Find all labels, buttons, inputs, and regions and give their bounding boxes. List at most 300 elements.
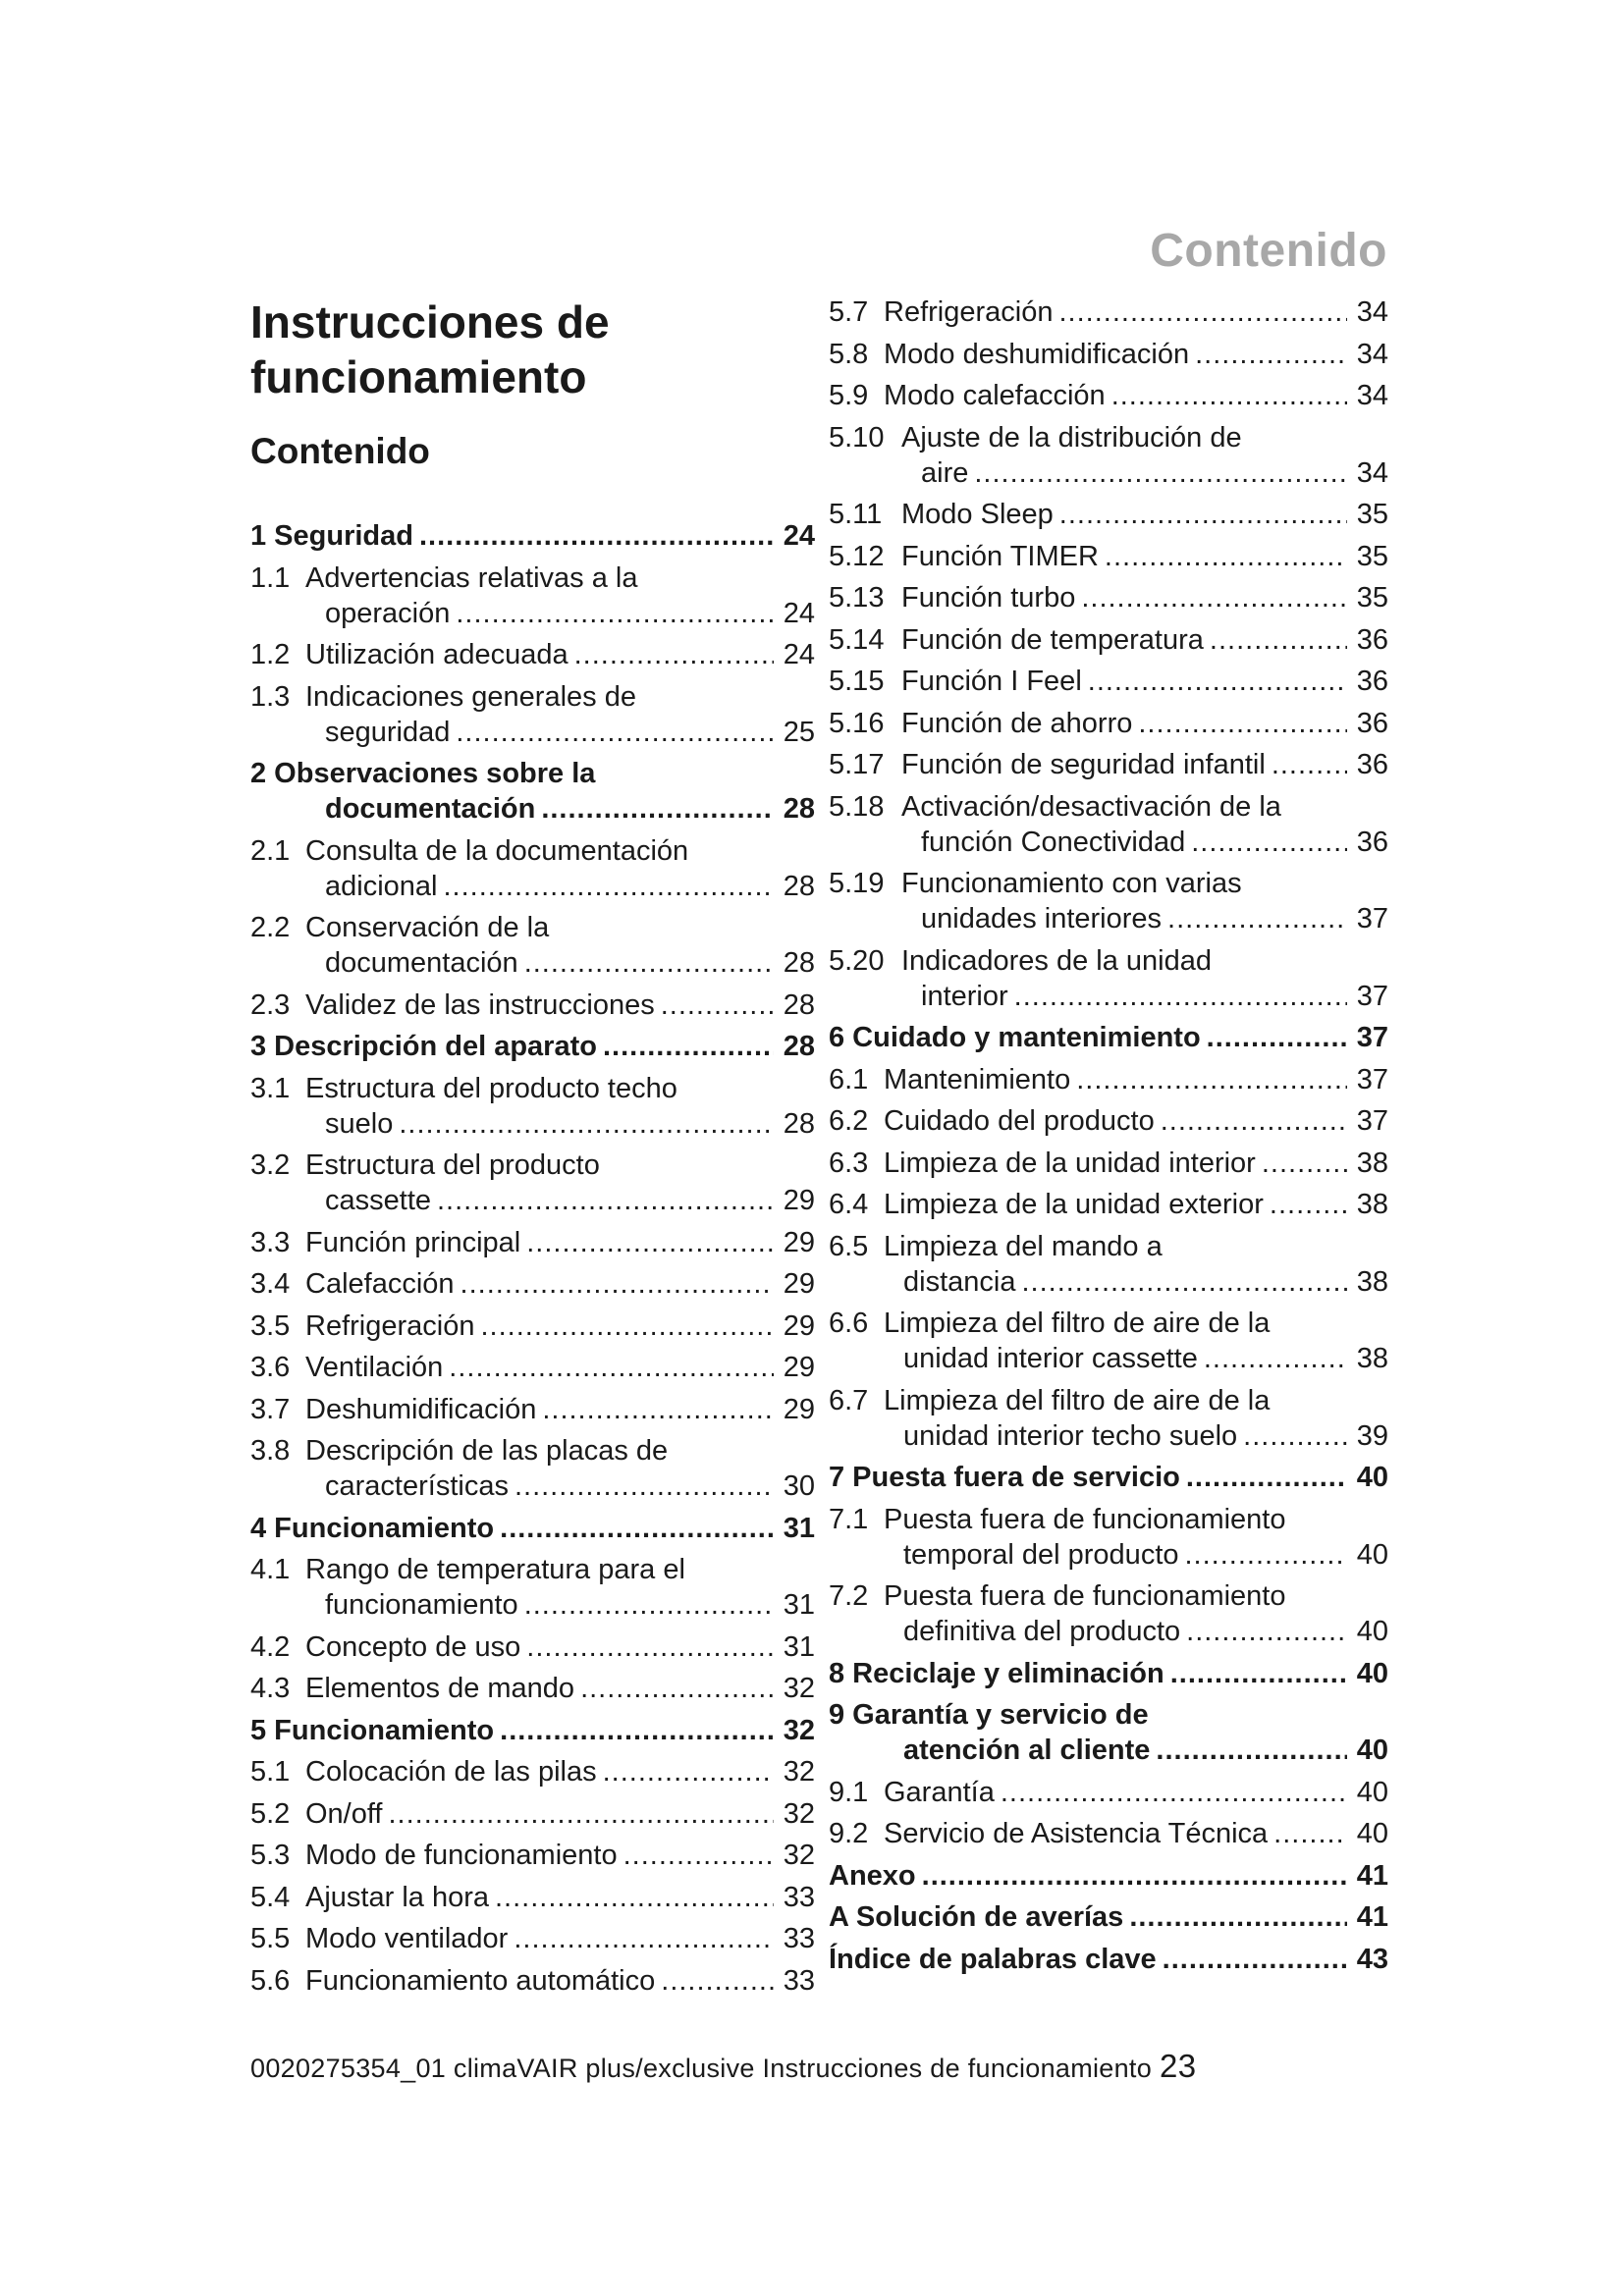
toc-entry-title-line: Activación/desactivación de la	[901, 790, 1281, 823]
toc-entry-title-line: Puesta fuera de funcionamiento	[884, 1503, 1286, 1535]
dot-leader	[1243, 1418, 1347, 1454]
toc-entry-title-line: Funcionamiento con varias	[901, 868, 1242, 899]
toc-entry-page: 39	[1356, 1419, 1388, 1452]
toc-entry[interactable]	[829, 1103, 1388, 1139]
toc-entry-title-line: Limpieza del mando a	[884, 1230, 1163, 1262]
dot-leader	[500, 1511, 774, 1546]
dot-leader	[580, 1671, 774, 1706]
toc-entry-leader-line	[305, 1392, 815, 1427]
toc-entry-number: 3.7	[250, 1393, 291, 1425]
toc-entry-leader-line	[829, 1899, 1388, 1935]
toc-entry-page: 31	[783, 1512, 815, 1544]
toc-entry-leader-line	[305, 1754, 815, 1789]
toc-entry-body	[305, 1552, 815, 1623]
toc-entry[interactable]	[829, 943, 1388, 1014]
toc-entry-leader-line	[305, 596, 815, 631]
toc-entry-leader-line	[305, 869, 815, 904]
toc-entry-leader-line	[305, 715, 815, 750]
dot-leader	[437, 1183, 774, 1218]
toc-entry[interactable]	[250, 1552, 815, 1623]
dot-leader	[1163, 1942, 1347, 1977]
dot-leader	[1105, 539, 1347, 574]
toc-entry-leader-line	[305, 1266, 815, 1302]
toc-entry-body	[884, 1229, 1388, 1300]
toc-entry[interactable]	[829, 706, 1388, 741]
toc-entry-number: 5.2	[250, 1797, 291, 1830]
toc-entry[interactable]	[250, 1148, 815, 1218]
toc-entry-number: 5.12	[829, 540, 885, 572]
toc-entry-title: Cuidado del producto	[884, 1105, 1155, 1137]
toc-entry-body	[305, 1671, 815, 1706]
dot-leader	[922, 1858, 1347, 1894]
toc-entry-body	[884, 294, 1388, 330]
toc-entry-page: 28	[783, 947, 815, 979]
toc-entry-leader-line	[305, 945, 815, 981]
toc-entry-title: 4 Funcionamiento	[250, 1512, 495, 1544]
toc-entry-number: 5.9	[829, 380, 869, 411]
toc-entry-body	[305, 637, 815, 672]
dot-leader	[1204, 1341, 1347, 1376]
dot-leader	[1088, 664, 1347, 699]
toc-entry[interactable]	[829, 1187, 1388, 1222]
dot-leader	[500, 1713, 774, 1748]
toc-entry-title: Concepto de uso	[305, 1630, 521, 1663]
toc-entry-leader-line	[884, 294, 1388, 330]
toc-entry-title: 7 Puesta fuera de servicio	[829, 1462, 1180, 1493]
toc-entry[interactable]	[829, 1229, 1388, 1300]
toc-entry-page: 31	[783, 1630, 815, 1663]
dot-leader	[419, 518, 774, 554]
toc-entry-page: 43	[1356, 1943, 1388, 1975]
toc-entry-leader-line	[829, 1460, 1388, 1495]
toc-entry-number: 6.6	[829, 1308, 869, 1339]
toc-entry-title: 8 Reciclaje y eliminación	[829, 1657, 1164, 1689]
toc-entry[interactable]	[829, 622, 1388, 658]
toc-entry-body	[901, 664, 1388, 699]
dot-leader	[1076, 1062, 1347, 1097]
toc-entry-number: 2.3	[250, 988, 291, 1021]
toc-entry[interactable]	[829, 1146, 1388, 1181]
toc-entry-page: 38	[1356, 1147, 1388, 1179]
toc-entry-title: Ventilación	[305, 1352, 444, 1383]
toc-entry-body	[884, 1187, 1388, 1222]
toc-entry[interactable]	[250, 988, 815, 1023]
toc-entry[interactable]	[250, 1029, 815, 1064]
toc-entry-body	[884, 1578, 1388, 1649]
toc-entry-body	[305, 988, 815, 1023]
toc-entry-body	[305, 1754, 815, 1789]
dot-leader	[1129, 1899, 1346, 1935]
toc-entry[interactable]	[829, 1858, 1388, 1894]
toc-entry-number: 9.1	[829, 1776, 869, 1808]
toc-entry-title: On/off	[305, 1797, 383, 1830]
toc-entry-title-line: Puesta fuera de funcionamiento	[884, 1580, 1286, 1612]
toc-entry-title: Validez de las instrucciones	[305, 988, 655, 1021]
toc-entry-number: 3.6	[250, 1352, 291, 1383]
toc-entry[interactable]	[829, 580, 1388, 615]
dot-leader	[1161, 1103, 1347, 1139]
toc-entry-number: 7.1	[829, 1503, 869, 1535]
toc-entry-page: 29	[783, 1268, 815, 1300]
toc-entry[interactable]	[250, 1880, 815, 1915]
toc-entry-page: 30	[783, 1470, 815, 1502]
toc-entry[interactable]	[250, 1433, 815, 1504]
toc-entry-page: 25	[783, 716, 815, 748]
toc-entry-body	[250, 1029, 815, 1064]
toc-entry-page: 37	[1356, 1063, 1388, 1095]
toc-entry-body	[884, 1103, 1388, 1139]
dot-leader	[603, 1029, 774, 1064]
toc-entry-title: unidad interior cassette	[903, 1343, 1198, 1374]
toc-entry-body	[305, 1308, 815, 1344]
toc-entry-page: 36	[1356, 666, 1388, 697]
toc-entry[interactable]	[829, 1460, 1388, 1495]
toc-entry-number: 5.17	[829, 749, 885, 780]
toc-entry-page: 24	[783, 597, 815, 629]
title-line-1: Instrucciones de	[250, 296, 610, 347]
toc-entry-page: 29	[783, 1309, 815, 1342]
toc-entry-page: 35	[1356, 582, 1388, 614]
toc-entry-title: aire	[921, 456, 969, 489]
dot-leader	[443, 869, 773, 904]
footer-page-number: 23	[1160, 2048, 1197, 2084]
dot-leader	[526, 1225, 774, 1260]
toc-entry-number: 5.16	[829, 707, 885, 739]
toc-entry-page: 40	[1356, 1462, 1388, 1493]
toc-entry-number: 6.4	[829, 1189, 869, 1220]
toc-entry[interactable]	[250, 1796, 815, 1832]
toc-entry-title: Limpieza de la unidad interior	[884, 1147, 1256, 1179]
toc-entry-page: 34	[1356, 456, 1388, 489]
dot-leader	[1059, 497, 1347, 532]
dot-leader	[542, 1392, 773, 1427]
dot-leader	[456, 715, 773, 750]
toc-entry-title: Modo Sleep	[901, 499, 1054, 530]
toc-entry-title: suelo	[325, 1107, 394, 1140]
toc-entry-page: 29	[783, 1393, 815, 1425]
toc-entry-page: 40	[1356, 1776, 1388, 1808]
dot-leader	[399, 1106, 773, 1142]
toc-entry-page: 40	[1356, 1657, 1388, 1689]
toc-entry-leader-line	[250, 1713, 815, 1748]
toc-entry-number: 4.2	[250, 1630, 291, 1663]
toc-entry-page: 34	[1356, 296, 1388, 328]
toc-entry[interactable]	[829, 866, 1388, 936]
toc-entry-leader-line	[884, 1775, 1388, 1810]
toc-entry-leader-line	[305, 1308, 815, 1344]
dot-leader	[480, 1308, 773, 1344]
toc-entry-title: unidad interior techo suelo	[903, 1419, 1238, 1452]
toc-entry-title: Función turbo	[901, 582, 1076, 614]
toc-entry-title: 5 Funcionamiento	[250, 1714, 495, 1746]
toc-entry[interactable]	[250, 1629, 815, 1665]
toc-entry[interactable]	[250, 1511, 815, 1546]
toc-entry-title: Índice de palabras clave	[829, 1943, 1157, 1975]
toc-entry-body	[305, 1350, 815, 1385]
toc-entry-title: Refrigeración	[305, 1309, 475, 1342]
toc-entry[interactable]	[250, 1754, 815, 1789]
toc-entry-title-line: Estructura del producto techo	[305, 1072, 677, 1104]
toc-entry-body	[305, 1880, 815, 1915]
toc-entry-number: 3.3	[250, 1226, 291, 1258]
toc-entry-number: 5.14	[829, 623, 885, 656]
toc-entry[interactable]	[829, 294, 1388, 330]
dot-leader	[1195, 337, 1347, 372]
toc-entry-leader-line	[901, 747, 1388, 782]
toc-entry-title: adicional	[325, 870, 438, 902]
dot-leader	[661, 988, 774, 1023]
toc-entry-leader-line	[884, 1062, 1388, 1097]
toc-entry[interactable]	[829, 1816, 1388, 1851]
toc-entry[interactable]	[250, 1392, 815, 1427]
toc-entry[interactable]	[829, 789, 1388, 860]
toc-entry[interactable]	[250, 1350, 815, 1385]
toc-entry[interactable]	[829, 1656, 1388, 1691]
toc-entry[interactable]	[829, 539, 1388, 574]
toc-entry-number: 5.7	[829, 296, 869, 328]
toc-entry-leader-line	[884, 1614, 1388, 1649]
toc-entry[interactable]	[250, 679, 815, 750]
toc-entry-body	[884, 1502, 1388, 1573]
toc-entry-page: 40	[1356, 1538, 1388, 1571]
toc-entry-title: 6 Cuidado y mantenimiento	[829, 1022, 1201, 1053]
toc-entry[interactable]	[250, 910, 815, 981]
toc-entry-page: 34	[1356, 380, 1388, 411]
dot-leader	[1191, 825, 1347, 860]
toc-entry-leader-line	[305, 1921, 815, 1956]
toc-entry-body	[305, 833, 815, 904]
toc-entry-title: Utilización adecuada	[305, 639, 568, 670]
dot-leader	[1272, 747, 1347, 782]
toc-entry[interactable]	[829, 1383, 1388, 1454]
toc-entry-leader-line	[305, 1225, 815, 1260]
toc-entry-title: Anexo	[829, 1859, 916, 1892]
toc-entry[interactable]	[250, 1963, 815, 1999]
toc-entry[interactable]	[250, 518, 815, 554]
page-header: Contenido	[1150, 225, 1387, 277]
toc-entry-body	[250, 756, 815, 827]
toc-entry-body	[901, 539, 1388, 574]
toc-entry-body	[901, 497, 1388, 532]
toc-entry-leader-line	[884, 337, 1388, 372]
toc-entry-number: 6.3	[829, 1147, 869, 1179]
toc-entry[interactable]	[250, 561, 815, 631]
toc-entry-body	[901, 420, 1388, 491]
toc-entry-page: 32	[783, 1756, 815, 1788]
toc-entry-leader-line	[305, 1629, 815, 1665]
toc-entry-body	[901, 580, 1388, 615]
toc-entry-number: 3.5	[250, 1309, 291, 1342]
toc-entry-number: 5.20	[829, 944, 885, 977]
toc-entry-page: 33	[783, 1881, 815, 1913]
toc-entry-body	[305, 1433, 815, 1504]
toc-entry-title-line: Consulta de la documentación	[305, 834, 689, 867]
toc-entry[interactable]	[250, 637, 815, 672]
dot-leader	[623, 1838, 774, 1873]
toc-entry-title-line: Advertencias relativas a la	[305, 561, 638, 594]
toc-entry-page: 36	[1356, 826, 1388, 858]
toc-entry[interactable]	[829, 497, 1388, 532]
toc-entry-title-line: 2 Observaciones sobre la	[250, 758, 596, 789]
toc-entry-leader-line	[884, 1537, 1388, 1573]
toc-entry[interactable]	[829, 1020, 1388, 1055]
toc-entry-body	[305, 679, 815, 750]
toc-entry[interactable]	[829, 747, 1388, 782]
toc-entry-page: 36	[1356, 623, 1388, 656]
toc-entry-number: 5.4	[250, 1881, 291, 1913]
toc-entry-title-line: Indicadores de la unidad	[901, 944, 1213, 977]
toc-entry-leader-line	[305, 1468, 815, 1504]
toc-entry[interactable]	[829, 1697, 1388, 1768]
dot-leader	[1058, 294, 1346, 330]
dot-leader	[1021, 1264, 1346, 1300]
toc-entry-title: A Solución de averías	[829, 1901, 1124, 1933]
toc-entry-body	[884, 1062, 1388, 1097]
toc-entry-leader-line	[305, 1838, 815, 1873]
toc-entry-leader-line	[250, 1511, 815, 1546]
dot-leader	[514, 1921, 773, 1956]
toc-entry-body	[305, 561, 815, 631]
toc-entry-number: 5.3	[250, 1840, 291, 1871]
toc-entry-title-line: Rango de temperatura para el	[305, 1554, 685, 1585]
toc-entry-title-line: Limpieza del filtro de aire de la	[884, 1308, 1271, 1339]
toc-entry-body	[884, 1775, 1388, 1810]
toc-entry[interactable]	[829, 1502, 1388, 1573]
toc-entry-page: 32	[783, 1714, 815, 1746]
dot-leader	[1111, 378, 1347, 413]
dot-leader	[661, 1963, 773, 1999]
toc-entry-body	[829, 1858, 1388, 1894]
dot-leader	[456, 596, 773, 631]
toc-entry-title: Modo deshumidificación	[884, 338, 1190, 370]
toc-entry-body	[884, 1146, 1388, 1181]
toc-entry-title: Funcionamiento automático	[305, 1964, 656, 1997]
toc-entry-title-line: 9 Garantía y servicio de	[829, 1699, 1149, 1731]
toc-entry-leader-line	[901, 825, 1388, 860]
toc-entry[interactable]	[250, 1838, 815, 1873]
toc-entry[interactable]	[250, 1071, 815, 1142]
toc-heading: Contenido	[250, 431, 430, 471]
footer-text: 0020275354_01 climaVAIR plus/exclusive Instrucciones de funcionamiento	[250, 2054, 1153, 2083]
toc-entry-body	[901, 866, 1388, 936]
toc-entry-number: 3.8	[250, 1435, 291, 1467]
toc-entry-title: Función TIMER	[901, 540, 1099, 572]
toc-entry-number: 5.6	[250, 1964, 291, 1997]
toc-entry[interactable]	[829, 1062, 1388, 1097]
toc-entry-leader-line	[829, 1656, 1388, 1691]
toc-entry[interactable]	[829, 378, 1388, 413]
toc-entry-page: 35	[1356, 540, 1388, 572]
toc-entry-page: 37	[1356, 1022, 1388, 1053]
toc-entry-leader-line	[884, 1187, 1388, 1222]
toc-entry-leader-line	[901, 580, 1388, 615]
toc-entry-leader-line	[884, 378, 1388, 413]
toc-entry[interactable]	[250, 756, 815, 827]
toc-entry-title-line: Indicaciones generales de	[305, 680, 636, 713]
toc-entry-body	[305, 1963, 815, 1999]
dot-leader	[449, 1350, 773, 1385]
toc-entry-title: atención al cliente	[903, 1735, 1151, 1766]
dot-leader	[1262, 1146, 1347, 1181]
toc-entry[interactable]	[829, 1899, 1388, 1935]
toc-entry-number: 5.15	[829, 666, 885, 697]
toc-entry-title: temporal del producto	[903, 1538, 1179, 1571]
page-footer	[250, 2048, 1196, 2085]
toc-entry-number: 6.7	[829, 1384, 869, 1416]
toc-entry-number: 5.8	[829, 338, 869, 370]
toc-entry[interactable]	[829, 337, 1388, 372]
toc-entry-body	[829, 1656, 1388, 1691]
toc-entry[interactable]	[250, 1266, 815, 1302]
toc-entry-leader-line	[829, 1858, 1388, 1894]
toc-entry-page: 33	[783, 1923, 815, 1954]
toc-entry-page: 32	[783, 1797, 815, 1830]
toc-entry-title: Deshumidificación	[305, 1393, 537, 1425]
toc-entry[interactable]	[250, 1225, 815, 1260]
toc-entry-body	[305, 1266, 815, 1302]
toc-entry[interactable]	[250, 1671, 815, 1706]
toc-entry-title: Colocación de las pilas	[305, 1756, 597, 1788]
toc-entry[interactable]	[250, 1921, 815, 1956]
toc-entry-leader-line	[305, 1880, 815, 1915]
toc-entry-page: 40	[1356, 1818, 1388, 1849]
toc-entry-leader-line	[901, 455, 1388, 491]
toc-entry-body	[305, 1921, 815, 1956]
toc-entry[interactable]	[829, 664, 1388, 699]
toc-entry-body	[305, 1392, 815, 1427]
toc-entry-page: 29	[783, 1226, 815, 1258]
toc-entry[interactable]	[250, 1713, 815, 1748]
dot-leader	[495, 1880, 774, 1915]
toc-entry-leader-line	[305, 1350, 815, 1385]
dot-leader	[524, 945, 774, 981]
toc-entry[interactable]	[829, 1578, 1388, 1649]
toc-entry-body	[305, 910, 815, 981]
toc-left-column	[250, 294, 815, 2004]
dot-leader	[526, 1629, 773, 1665]
dot-leader	[1167, 901, 1347, 936]
toc-entry-body	[901, 943, 1388, 1014]
toc-entry[interactable]	[829, 1942, 1388, 1977]
toc-entry[interactable]	[829, 1306, 1388, 1376]
dot-leader	[1001, 1775, 1347, 1810]
toc-entry-title: unidades interiores	[921, 903, 1163, 934]
toc-entry-body	[305, 1071, 815, 1142]
toc-entry-number: 7.2	[829, 1580, 869, 1612]
toc-entry-page: 37	[1356, 980, 1388, 1012]
toc-entry[interactable]	[250, 833, 815, 904]
toc-entry-number: 3.2	[250, 1149, 291, 1181]
toc-entry[interactable]	[829, 420, 1388, 491]
toc-entry[interactable]	[829, 1775, 1388, 1810]
toc-entry-body	[305, 1796, 815, 1832]
toc-entry-body	[829, 1899, 1388, 1935]
document-title	[250, 294, 815, 404]
toc-entry-leader-line	[901, 622, 1388, 658]
toc-entry-title: funcionamiento	[325, 1589, 518, 1621]
toc-entry-page: 38	[1356, 1189, 1388, 1220]
toc-entry-body	[884, 337, 1388, 372]
toc-entry-page: 32	[783, 1673, 815, 1704]
toc-entry-leader-line	[901, 497, 1388, 532]
toc-entry-leader-line	[884, 1264, 1388, 1300]
toc-entry[interactable]	[250, 1308, 815, 1344]
toc-entry-leader-line	[305, 1106, 815, 1142]
toc-entry-body	[305, 1838, 815, 1873]
toc-entry-title: Mantenimiento	[884, 1063, 1071, 1095]
dot-leader	[524, 1587, 774, 1623]
toc-entry-body	[829, 1020, 1388, 1055]
